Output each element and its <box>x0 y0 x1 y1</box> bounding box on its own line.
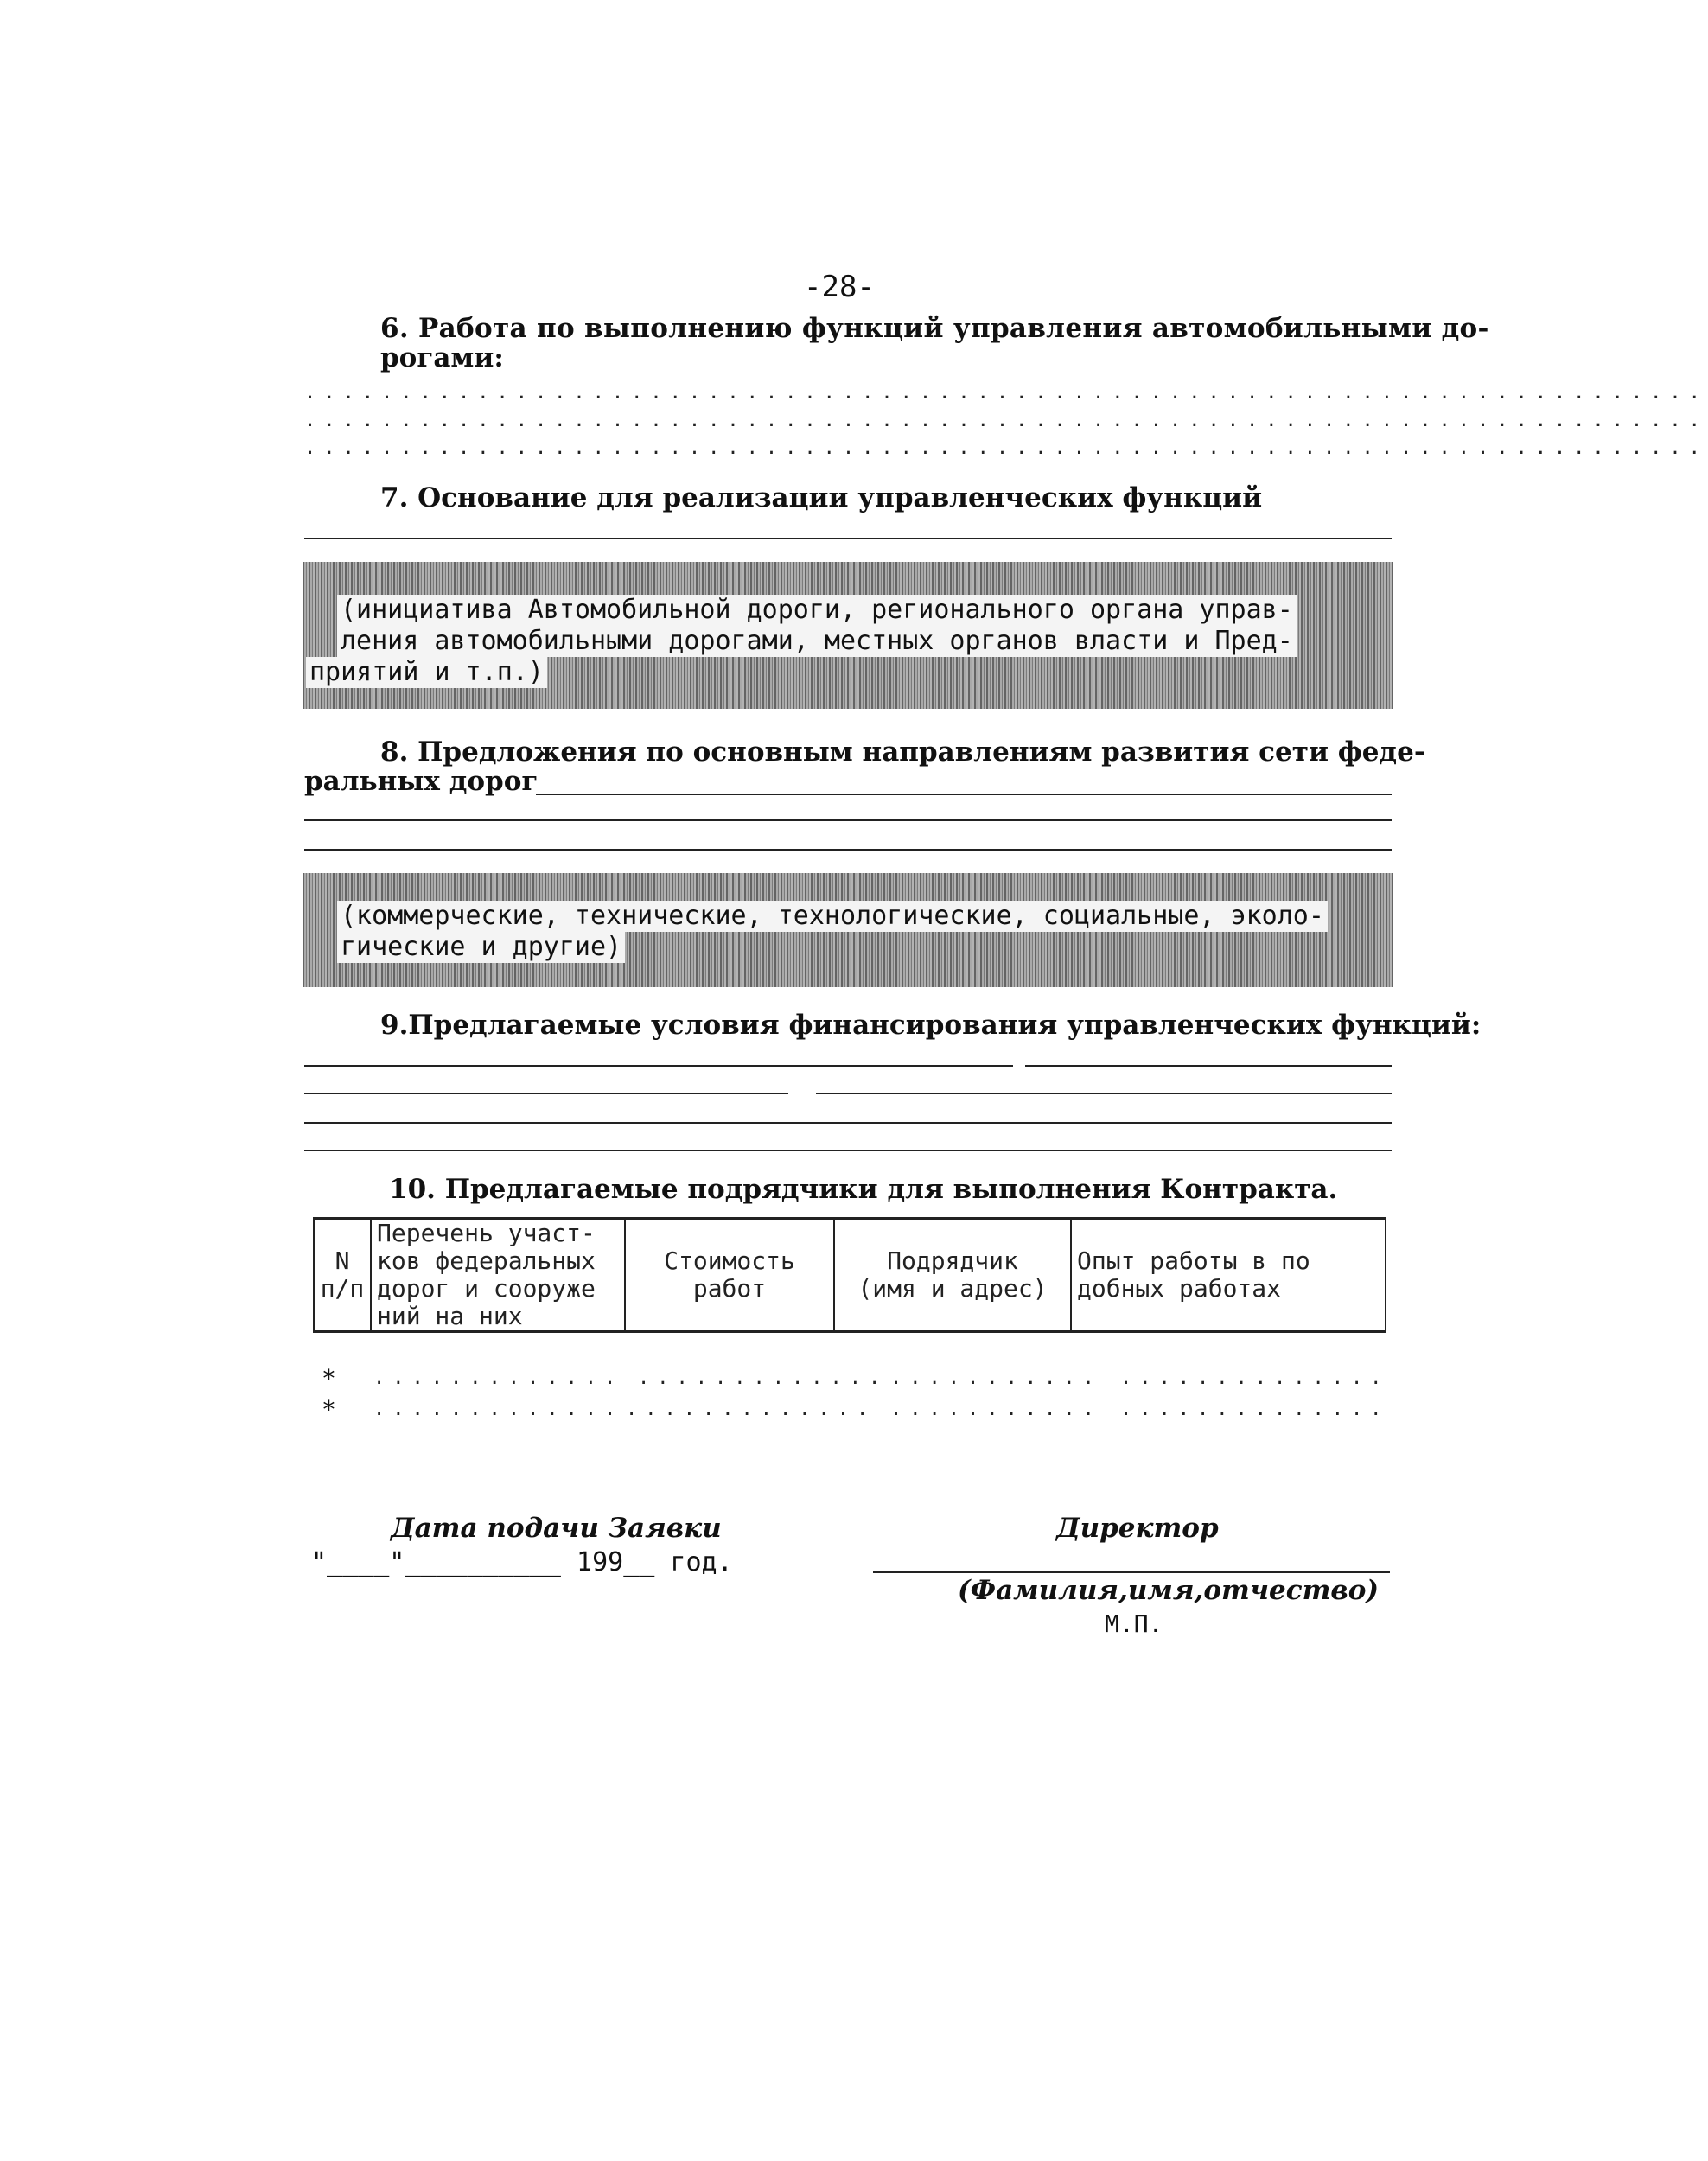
header-experience: Опыт работы в по добных работах <box>1071 1219 1386 1332</box>
section-6-heading-line2: рогами: <box>380 342 504 373</box>
section-9-heading: 9.Предлагаемые условия финансирования управленческих функций: <box>380 1010 1482 1041</box>
director-label: Директор <box>1056 1513 1219 1544</box>
section-8-note-line1: (коммерческие, технические, технологические, социальные, эколо- <box>337 901 1328 932</box>
submission-date-label: Дата подачи Заявки <box>391 1513 722 1544</box>
answer-line <box>1025 1065 1392 1067</box>
row-dots: .............. <box>1120 1399 1390 1420</box>
submission-date-line: "____"__________ 199__ год. <box>311 1547 733 1578</box>
answer-line <box>304 1065 1013 1067</box>
row-dots: ............. <box>373 1399 624 1420</box>
shaded-note-box <box>303 873 1393 987</box>
dotted-fill-line: ......................................................................... <box>304 410 1708 431</box>
section-8-heading-line2: ральных дорог <box>304 766 539 797</box>
header-number: N п/п <box>314 1219 371 1332</box>
dotted-fill-line: ......................................................................... <box>304 437 1708 459</box>
answer-line <box>304 1150 1392 1151</box>
answer-line <box>304 538 1392 539</box>
row-dots: ............. <box>373 1367 624 1389</box>
answer-line <box>304 1122 1392 1124</box>
header-sections: Перечень участ- ков федеральных дорог и сооруже ний на них <box>371 1219 625 1332</box>
section-6-heading-line1: 6. Работа по выполнению функций управления автомобильными до- <box>380 313 1489 344</box>
answer-line <box>536 794 1392 795</box>
page-number: -28- <box>804 270 875 304</box>
section-8-note-line2: гические и другие) <box>337 932 625 963</box>
signature-line <box>873 1571 1390 1573</box>
section-7-note-line3: приятий и т.п.) <box>306 657 547 688</box>
table-header-row <box>314 1219 1386 1332</box>
row-dots: ........... <box>890 1399 1102 1420</box>
row-dots: ............. <box>638 1367 889 1389</box>
header-contractor: Подрядчик (имя и адрес) <box>834 1219 1071 1332</box>
answer-line <box>304 849 1392 851</box>
section-7-heading: 7. Основание для реализации управленческих функций <box>380 482 1263 513</box>
answer-line <box>304 819 1392 821</box>
section-8-heading-line1: 8. Предложения по основным направлениям развития сети феде- <box>380 736 1425 768</box>
answer-line <box>304 1093 788 1094</box>
answer-line <box>816 1093 1392 1094</box>
header-cost: Стоимость работ <box>625 1219 834 1332</box>
row-marker: * <box>322 1364 336 1393</box>
shaded-note-box <box>303 562 1393 709</box>
row-dots: .............. <box>1120 1367 1390 1389</box>
dotted-fill-line: ......................................................................... <box>304 382 1708 404</box>
section-7-note-line1: (инициатива Автомобильной дороги, регионального органа управ- <box>337 595 1297 626</box>
row-marker: * <box>322 1395 336 1424</box>
row-dots: ........... <box>890 1367 1102 1389</box>
contractors-table <box>313 1217 1386 1333</box>
section-10-heading: 10. Предлагаемые подрядчики для выполнения Контракта. <box>389 1174 1338 1205</box>
section-7-note-line2: ления автомобильными дорогами, местных органов власти и Пред- <box>337 626 1297 657</box>
stamp-place: М.П. <box>1105 1610 1163 1638</box>
full-name-caption: (Фамилия,имя,отчество) <box>958 1575 1380 1606</box>
row-dots: ............. <box>626 1399 876 1420</box>
